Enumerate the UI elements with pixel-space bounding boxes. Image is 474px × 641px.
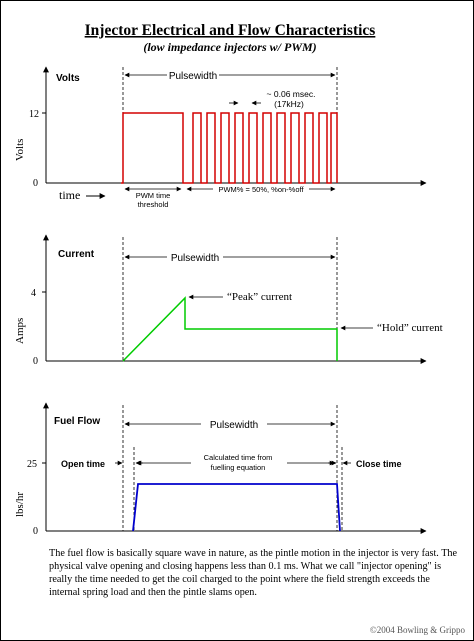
current-tick-label: 4 — [31, 288, 36, 299]
volts-panel-title: Volts — [56, 73, 80, 84]
volts-pwm-waveform — [121, 113, 337, 183]
current-panel — [14, 235, 443, 367]
volts-panel — [14, 67, 426, 209]
pwm-threshold-label-line1: PWM time — [135, 191, 171, 200]
calc-label-line1: Calculated time from — [203, 453, 273, 462]
close-time-label: Close time — [356, 459, 402, 469]
flow-tick-label: 25 — [27, 459, 37, 470]
calc-label-line2: fuelling equation — [210, 463, 266, 472]
flow-zero-label: 0 — [33, 526, 38, 537]
flow-panel-title: Fuel Flow — [54, 416, 101, 427]
time-label: time — [59, 188, 81, 202]
current-pulsewidth-label: Pulsewidth — [170, 253, 220, 264]
caption-text: The fuel flow is basically square wave in nature, as the pintle motion in the injector is very fast. The physical valve opening and closing happens less than 0.1 ms. What we call "injector opening" is really the time needed to get the coil charged to the point where the field strength exceeds the internal spring load and then the pintle slams open. — [49, 548, 458, 598]
volts-zero-label: 0 — [33, 178, 38, 189]
current-waveform — [123, 298, 337, 361]
current-y-label: Amps — [14, 317, 26, 344]
flow-waveform — [133, 484, 340, 531]
period-label-line1: ~ 0.06 msec. — [266, 89, 316, 99]
hold-label: “Hold” current — [377, 322, 443, 334]
pwm-duty-label: PWM% = 50%, %on-%off — [218, 185, 304, 194]
diagram-subtitle: (low impedance injectors w/ PWM) — [143, 40, 317, 54]
volts-pulsewidth-label: Pulsewidth — [168, 71, 218, 82]
open-time-label: Open time — [61, 459, 106, 469]
period-label-line2: (17kHz) — [274, 99, 304, 109]
peak-label: “Peak” current — [227, 291, 293, 303]
copyright-text: ©2004 Bowling & Grippo — [369, 625, 465, 635]
flow-y-label: lbs/hr — [14, 491, 26, 517]
diagram-canvas — [1, 1, 473, 640]
flow-panel — [14, 403, 426, 537]
current-zero-label: 0 — [33, 356, 38, 367]
flow-pulsewidth-label: Pulsewidth — [209, 420, 259, 431]
volts-y-label: Volts — [14, 138, 26, 161]
diagram-title: Injector Electrical and Flow Characteristics — [84, 22, 376, 39]
volts-tick-label: 12 — [29, 109, 39, 120]
pwm-threshold-label-line2: threshold — [137, 200, 169, 209]
current-panel-title: Current — [58, 249, 95, 260]
